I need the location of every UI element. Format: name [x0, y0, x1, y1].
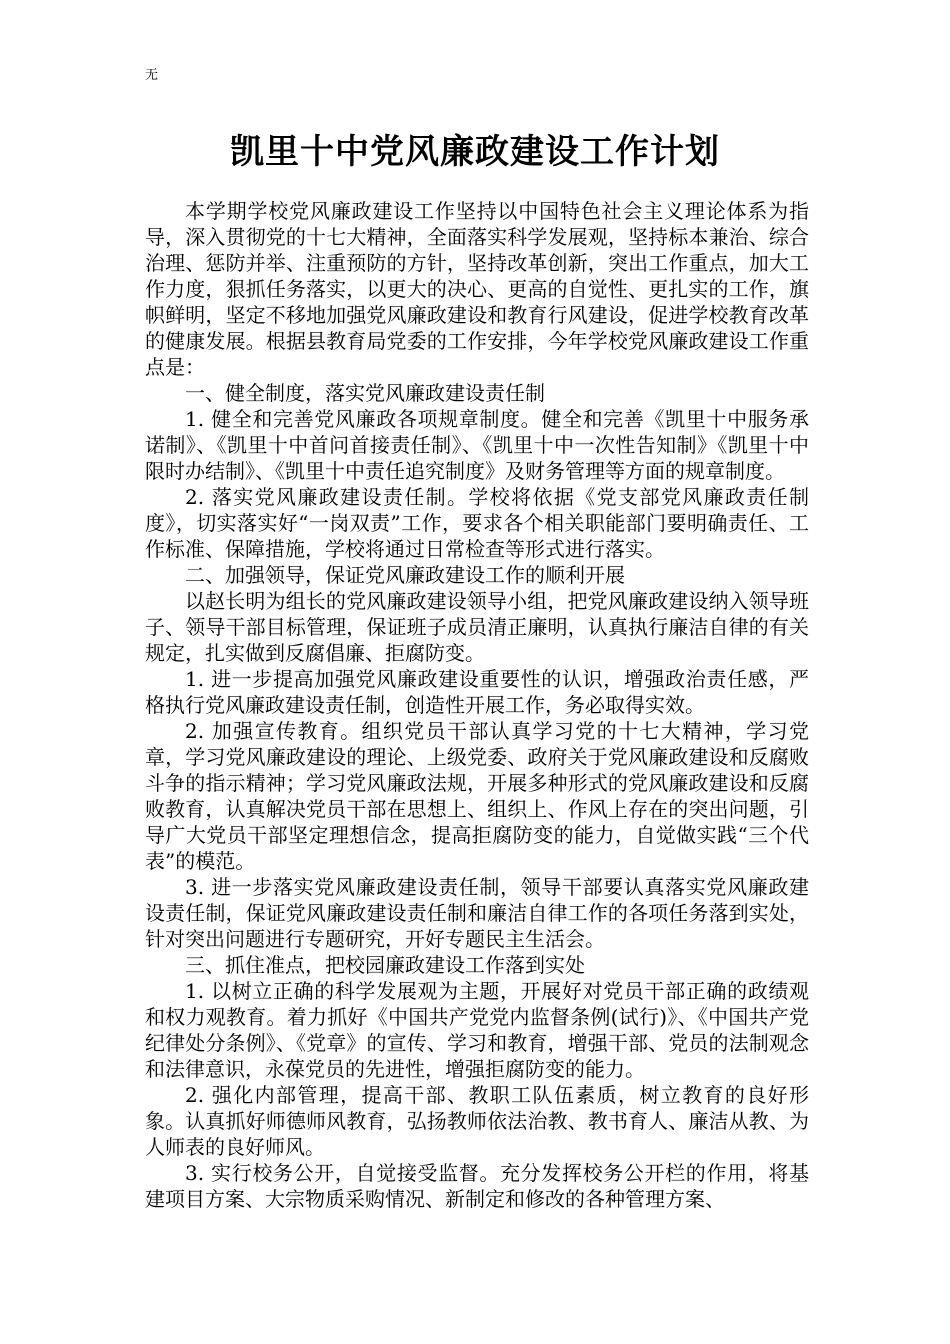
- document-body: [145, 198, 809, 1212]
- paragraph-3-2: 2. 强化内部管理，提高干部、教职工队伍素质，树立教育的良好形象。认真抓好师德师风教育，弘扬教师依法治教、教书育人、廉洁从教、为人师表的良好师风。: [145, 1083, 809, 1159]
- paragraph-2-1: 1. 进一步提高加强党风廉政建设重要性的认识，增强政治责任感，严格执行党风廉政建设责任制，创造性开展工作，务必取得实效。: [145, 667, 809, 717]
- paragraph-3-1: 1. 以树立正确的科学发展观为主题，开展好对党员干部正确的政绩观和权力观教育。着力抓好《中国共产党党内监督条例(试行)》、《中国共产党纪律处分条例》、《党章》的宣传、学习和教育，增强干部、党员的法制观念和法律意识，永葆党员的先进性，增强拒腐防变的能力。: [145, 979, 809, 1081]
- section-heading-3: 三、抓住准点，把校园廉政建设工作落到实处: [185, 953, 585, 977]
- document-title: 凯里十中党风廉政建设工作计划: [230, 132, 720, 172]
- section-heading-1: 一、健全制度，落实党风廉政建设责任制: [185, 381, 545, 405]
- paragraph-1-2: 2. 落实党风廉政建设责任制。学校将依据《党支部党风廉政责任制度》，切实落实好“一岗双责”工作，要求各个相关职能部门要明确责任、工作标准、保障措施，学校将通过日常检查等形式进行落实。: [145, 485, 809, 561]
- section-heading-2: 二、加强领导，保证党风廉政建设工作的顺利开展: [185, 563, 625, 587]
- paragraph-2-3: 3. 进一步落实党风廉政建设责任制，领导干部要认真落实党风廉政建设责任制，保证党风廉政建设责任制和廉洁自律工作的各项任务落到实处，针对突出问题进行专题研究，开好专题民主生活会。: [145, 875, 809, 951]
- header-mark: 无: [145, 68, 159, 83]
- paragraph-2-intro: 以赵长明为组长的党风廉政建设领导小组，把党风廉政建设纳入领导班子、领导干部目标管理，保证班子成员清正廉明，认真执行廉洁自律的有关规定，扎实做到反腐倡廉、拒腐防变。: [145, 589, 809, 665]
- paragraph-3-3: 3. 实行校务公开，自觉接受监督。充分发挥校务公开栏的作用，将基建项目方案、大宗物质采购情况、新制定和修改的各种管理方案、: [145, 1161, 809, 1211]
- paragraph-2-2: 2. 加强宣传教育。组织党员干部认真学习党的十七大精神，学习党章，学习党风廉政建设的理论、上级党委、政府关于党风廉政建设和反腐败斗争的指示精神；学习党风廉政法规，开展多种形式的党风廉政建设和反腐败教育，认真解决党员干部在思想上、组织上、作风上存在的突出问题，引导广大党员干部坚定理想信念，提高拒腐防变的能力，自觉做实践“三个代表”的模范。: [145, 719, 809, 873]
- paragraph-1-1: 1. 健全和完善党风廉政各项规章制度。健全和完善《凯里十中服务承诺制》、《凯里十中首问首接责任制》、《凯里十中一次性告知制》《凯里十中限时办结制》、《凯里十中责任追究制度》及财务管理等方面的规章制度。: [145, 407, 809, 483]
- paragraph-intro: 本学期学校党风廉政建设工作坚持以中国特色社会主义理论体系为指导，深入贯彻党的十七大精神，全面落实科学发展观，坚持标本兼治、综合治理、惩防并举、注重预防的方针，坚持改革创新，突出工作重点，加大工作力度，狠抓任务落实，以更大的决心、更高的自觉性、更扎实的工作，旗帜鲜明，坚定不移地加强党风廉政建设和教育行风建设，促进学校教育改革的健康发展。根据县教育局党委的工作安排，今年学校党风廉政建设工作重点是：: [145, 199, 809, 379]
